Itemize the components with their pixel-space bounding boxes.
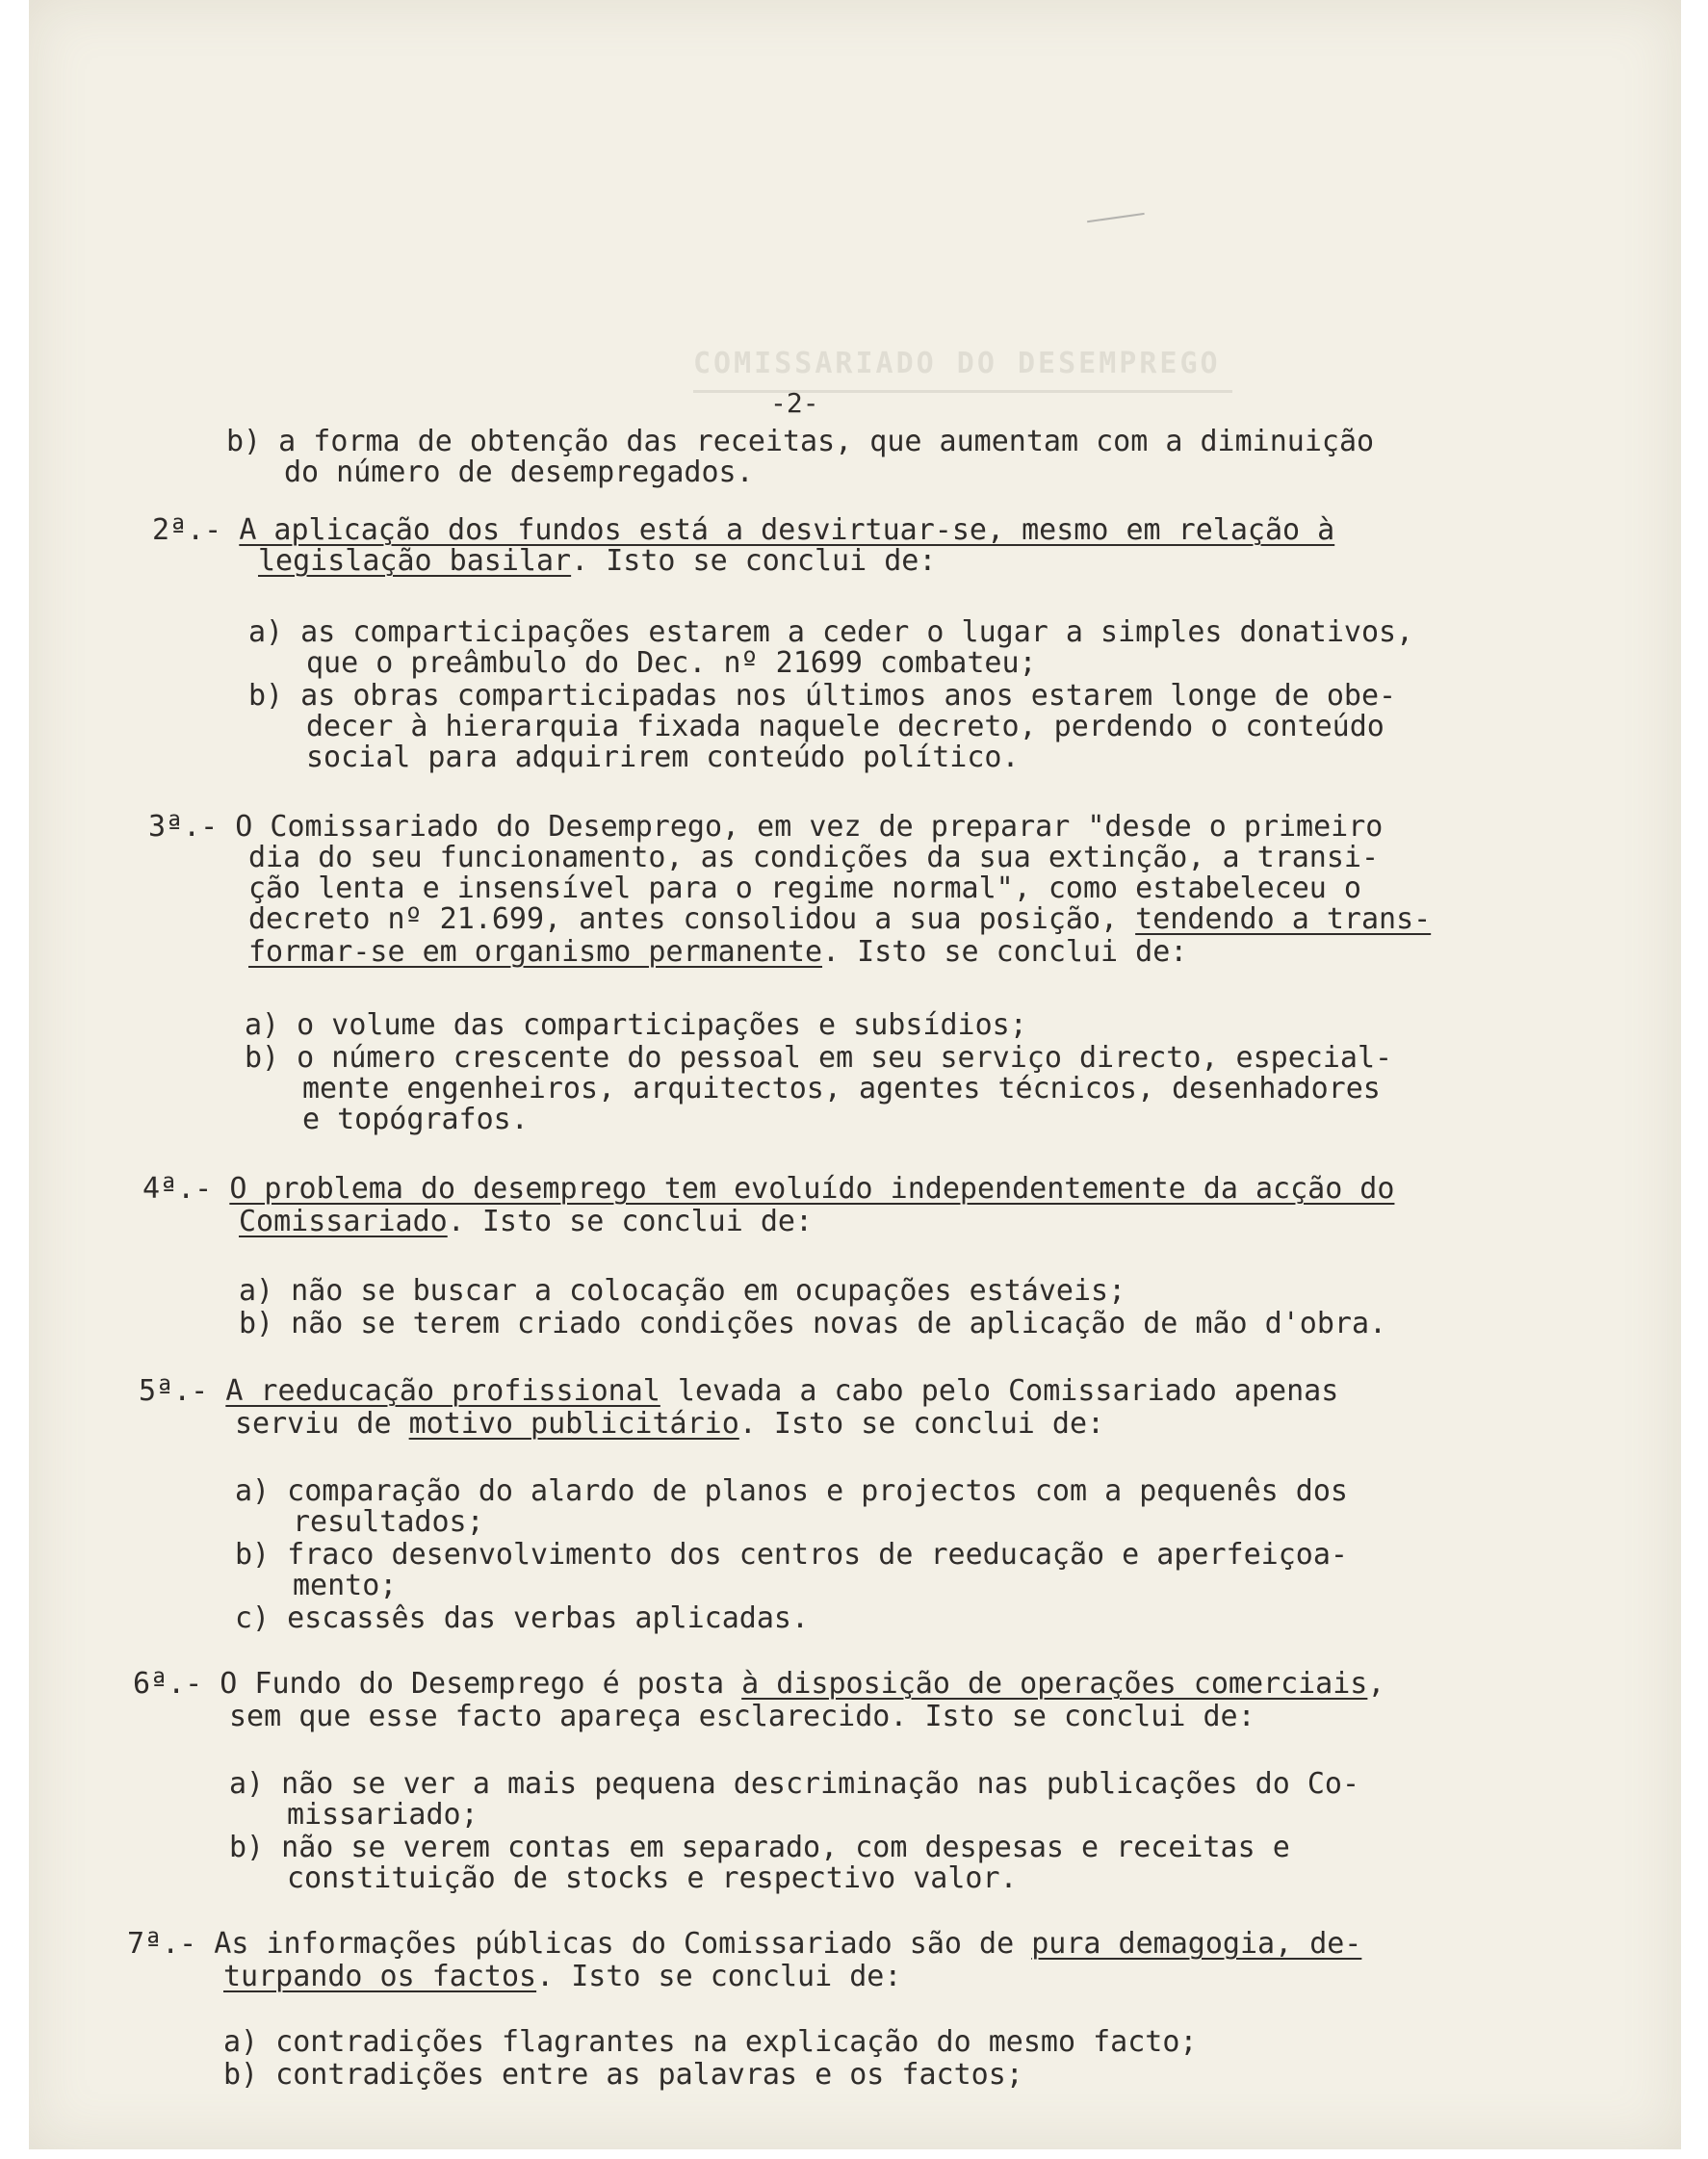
text-line (229, 1832, 1290, 1864)
text-line (248, 903, 1431, 936)
text-line (245, 1042, 1392, 1075)
text-line (239, 1275, 1126, 1308)
text-line (258, 545, 936, 578)
text-line (248, 616, 1413, 649)
underlined-segment: formar-se em organismo permanente (248, 935, 823, 969)
text-segment: levada a cabo pelo Comissariado apenas (660, 1374, 1339, 1408)
text-segment: missariado; (287, 1798, 479, 1832)
text-line (287, 1862, 1018, 1895)
text-segment: , (1367, 1667, 1385, 1701)
text-line (239, 1206, 813, 1238)
text-line (248, 872, 1361, 905)
text-segment: social para adquirirem conteúdo político. (306, 741, 1020, 774)
text-segment: b) não se verem contas em separado, com despesas e receitas e (229, 1831, 1290, 1864)
text-line (235, 1408, 1104, 1441)
show-through-heading: COMISSARIADO DO DESEMPREGO (693, 347, 1221, 380)
text-line (223, 1961, 901, 1993)
text-line (223, 2059, 1023, 2092)
text-line (229, 1701, 1255, 1733)
text-line (306, 711, 1385, 743)
text-segment: dia do seu funcionamento, as condições da sua extinção, a transi- (248, 841, 1379, 874)
text-line (139, 1375, 1338, 1408)
text-segment: a) comparação do alardo de planos e projectos com a pequenês dos (235, 1474, 1348, 1508)
text-line (148, 811, 1383, 844)
text-segment: . Isto se conclui de: (822, 935, 1188, 969)
text-segment: . Isto se conclui de: (571, 544, 937, 578)
text-segment: b) contradições entre as palavras e os factos; (223, 2058, 1023, 2092)
text-segment: que o preâmbulo do Dec. nº 21699 combateu; (306, 646, 1037, 680)
underlined-segment: pura demagogia, de- (1031, 1927, 1362, 1961)
text-line (127, 1928, 1361, 1961)
underlined-segment: à disposição de operações comerciais (741, 1667, 1368, 1701)
text-segment: decer à hierarquia fixada naquele decreto, perdendo o conteúdo (306, 710, 1385, 743)
underlined-segment: A reeducação profissional (225, 1374, 660, 1408)
text-segment: 2ª.- (152, 513, 240, 547)
text-segment: b) não se terem criado condições novas de aplicação de mão d'obra. (239, 1307, 1387, 1340)
text-segment: 4ª.- (142, 1172, 230, 1206)
text-line (229, 1768, 1359, 1801)
text-line (235, 1539, 1348, 1572)
text-segment: a) as comparticipações estarem a ceder o lugar a simples donativos, (248, 615, 1414, 649)
text-line (142, 1173, 1394, 1206)
text-segment: 6ª.- O Fundo do Desemprego é posta (133, 1667, 742, 1701)
underlined-segment: motivo publicitário (408, 1407, 739, 1441)
underlined-segment: Comissariado (239, 1205, 448, 1238)
text-line (152, 514, 1334, 547)
text-segment: ção lenta e insensível para o regime normal", como estabeleceu o (248, 871, 1361, 905)
text-segment: a) não se buscar a colocação em ocupações estáveis; (239, 1274, 1126, 1308)
text-line (302, 1104, 529, 1136)
text-line (248, 936, 1187, 969)
text-line (302, 1073, 1381, 1106)
text-segment: b) a forma de obtenção das receitas, que aumentam com a diminuição (226, 425, 1375, 458)
text-line (306, 741, 1020, 774)
text-line (248, 680, 1396, 713)
underlined-segment: O problema do desemprego tem evoluído independentemente da acção do (229, 1172, 1395, 1206)
typed-document (29, 0, 1681, 2149)
text-segment: b) fraco desenvolvimento dos centros de reeducação e aperfeiçoa- (235, 1538, 1348, 1572)
text-segment: a) contradições flagrantes na explicação do mesmo facto; (223, 2025, 1198, 2059)
text-line (226, 426, 1374, 458)
text-segment: decreto nº 21.699, antes consolidou a sua posição, (248, 902, 1136, 936)
text-line (248, 842, 1379, 874)
underlined-segment: turpando os factos (223, 1960, 537, 1993)
text-segment: mento; (293, 1569, 398, 1602)
text-segment: a) não se ver a mais pequena descriminação nas publicações do Co- (229, 1767, 1359, 1801)
text-line (235, 1602, 809, 1635)
underlined-segment: tendendo a trans- (1135, 902, 1432, 936)
text-line (287, 1799, 479, 1832)
text-segment: b) as obras comparticipadas nos últimos anos estarem longe de obe- (248, 679, 1397, 713)
underlined-segment: legislação basilar (258, 544, 572, 578)
text-segment: 7ª.- As informações públicas do Comissariado são de (127, 1927, 1032, 1961)
text-segment: 5ª.- (139, 1374, 226, 1408)
text-segment: 3ª.- O Comissariado do Desemprego, em vez de preparar "desde o primeiro (148, 810, 1384, 844)
underlined-segment: A aplicação dos fundos está a desvirtuar-se, mesmo em relação à (239, 513, 1335, 547)
text-segment: e topógrafos. (302, 1103, 529, 1136)
text-line (293, 1506, 484, 1539)
text-segment: sem que esse facto apareça esclarecido. Isto se conclui de: (229, 1700, 1255, 1733)
text-segment: mente engenheiros, arquitectos, agentes técnicos, desenhadores (302, 1072, 1381, 1106)
text-segment: a) o volume das comparticipações e subsídios; (245, 1008, 1027, 1042)
page-number: -2- (770, 387, 819, 419)
text-segment: serviu de (235, 1407, 409, 1441)
text-line (133, 1668, 1385, 1701)
text-line (306, 647, 1037, 680)
text-segment: do número de desempregados. (284, 455, 754, 489)
text-line (239, 1308, 1386, 1340)
text-segment: . Isto se conclui de: (738, 1407, 1105, 1441)
text-segment: constituição de stocks e respectivo valor. (287, 1861, 1018, 1895)
text-segment: . Isto se conclui de: (536, 1960, 902, 1993)
text-segment: resultados; (293, 1505, 484, 1539)
text-line (245, 1009, 1027, 1042)
text-line (223, 2026, 1197, 2059)
text-segment: . Isto se conclui de: (447, 1205, 814, 1238)
text-line (293, 1570, 397, 1602)
text-segment: b) o número crescente do pessoal em seu serviço directo, especial- (245, 1041, 1393, 1075)
text-line (235, 1475, 1348, 1508)
text-segment: c) escassês das verbas aplicadas. (235, 1601, 810, 1635)
text-line (284, 456, 754, 489)
paper-sheet (29, 0, 1681, 2149)
